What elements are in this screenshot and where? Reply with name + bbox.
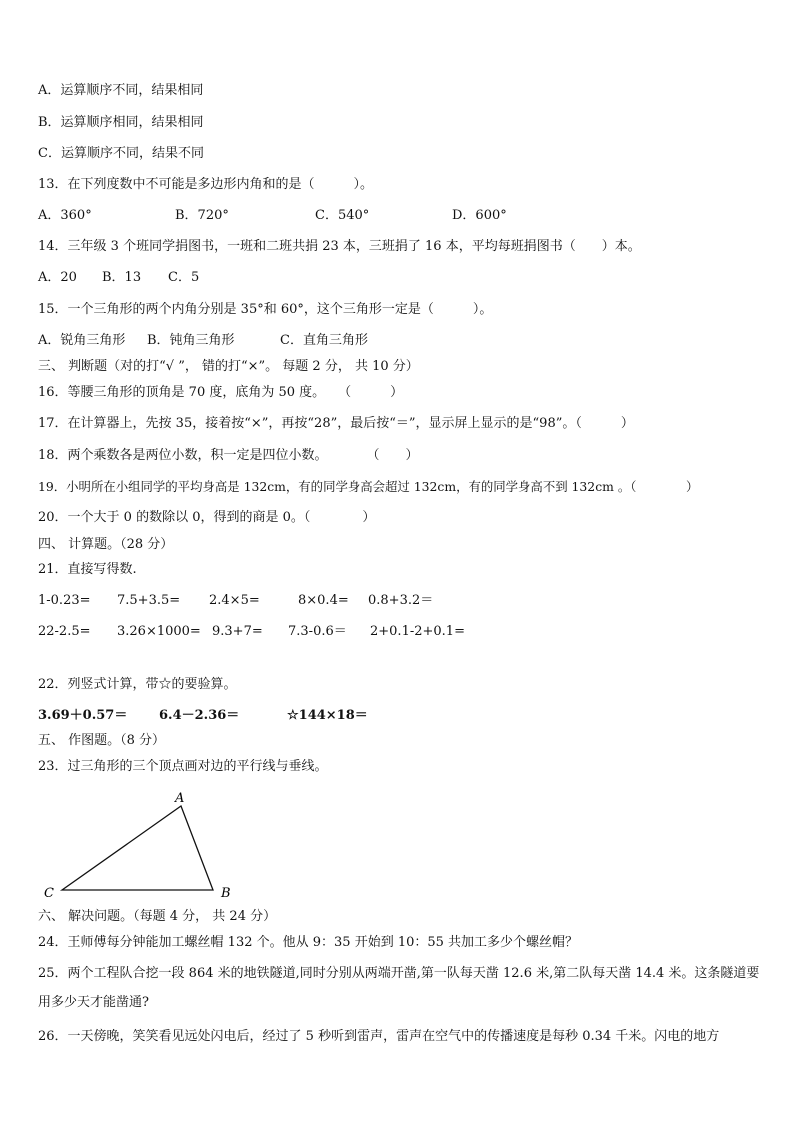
vertex-label-b: B	[221, 886, 231, 901]
q21-item: 2.4×5=	[209, 593, 260, 608]
q17-text: 17．在计算器上，先按 35，接着按“×”，再按“28”，最后按“＝”，显示屏上显示的是“98”。（ ）	[38, 416, 634, 431]
q15-option-c: C．直角三角形	[280, 333, 368, 348]
q12-option-a: A．运算顺序不同，结果相同	[38, 83, 204, 98]
section-6-heading: 六、 解决问题。（每题 4 分， 共 24 分）	[38, 909, 277, 924]
q13-text: 13．在下列度数中不可能是多边形内角和的是（ ）。	[38, 177, 374, 192]
q21-item: 9.3+7=	[212, 624, 263, 639]
q15-option-a: A．锐角三角形	[38, 333, 126, 348]
q13-option-a: A．360°	[38, 208, 92, 223]
q25-text: 25．两个工程队合挖一段 864 米的地铁隧道,同时分别从两端开凿,第一队每天凿 12.6 米,第二队每天凿 14.4 米。这条隧道要用多少天才能凿通?	[38, 966, 760, 1010]
q18-text: 18．两个乘数各是两位小数，积一定是四位小数。 （ ）	[38, 448, 419, 463]
q14-text: 14．三年级 3 个班同学捐图书，一班和二班共捐 23 本，三班捐了 16 本，平均每班捐图书（ ）本。	[38, 239, 641, 254]
q21-title: 21．直接写得数.	[38, 562, 137, 577]
q23-text: 23．过三角形的三个顶点画对边的平行线与垂线。	[38, 759, 328, 774]
q14-option-b: B．13	[102, 270, 142, 285]
vertex-label-c: C	[44, 886, 54, 901]
q21-item: 22-2.5=	[38, 624, 91, 639]
q24-text: 24．王师傅每分钟能加工螺丝帽 132 个。他从 9：35 开始到 10：55 共加工多少个螺丝帽？	[38, 935, 579, 950]
q14-option-c: C．5	[168, 270, 200, 285]
q22-item: 6.4－2.36＝	[159, 708, 240, 723]
q15-option-b: B．钝角三角形	[147, 333, 235, 348]
q20-text: 20．一个大于 0 的数除以 0，得到的商是 0。（ ）	[38, 510, 376, 525]
q15-text: 15．一个三角形的两个内角分别是 35°和 60°，这个三角形一定是（ ）。	[38, 302, 493, 317]
q13-option-d: D．600°	[452, 208, 507, 223]
q16-text: 16．等腰三角形的顶角是 70 度，底角为 50 度。 （ ）	[38, 385, 404, 400]
q21-item: 8×0.4=	[298, 593, 349, 608]
q14-option-a: A．20	[38, 270, 77, 285]
q21-item: 7.5+3.5=	[117, 593, 181, 608]
q26-text: 26．一天傍晚，笑笑看见远处闪电后，经过了 5 秒听到雷声，雷声在空气中的传播速度是每秒 0.34 千米。闪电的地方	[38, 1029, 720, 1044]
section-4-heading: 四、 计算题。（28 分）	[38, 537, 174, 552]
section-5-heading: 五、 作图题。（8 分）	[38, 733, 166, 748]
section-3-heading: 三、 判断题（对的打“√ ”， 错的打“×”。 每题 2 分， 共 10 分）	[38, 359, 419, 374]
q21-item: 0.8+3.2＝	[368, 593, 434, 608]
vertex-label-a: A	[175, 791, 185, 806]
triangle-abc	[62, 806, 213, 890]
q21-item: 7.3-0.6＝	[288, 624, 347, 639]
q22-item: 3.69＋0.57＝	[38, 708, 128, 723]
q12-option-b: B．运算顺序相同，结果相同	[38, 115, 204, 130]
q13-option-b: B．720°	[175, 208, 229, 223]
q22-item: ☆144×18＝	[287, 708, 368, 723]
q13-option-c: C．540°	[315, 208, 370, 223]
q21-item: 2+0.1-2+0.1=	[370, 624, 465, 639]
q12-option-c: C．运算顺序不同，结果不同	[38, 146, 204, 161]
q19-text: 19．小明所在小组同学的平均身高是 132cm，有的同学身高会超过 132cm，有的同学身高不到 132cm 。（ ）	[38, 479, 699, 494]
q21-item: 1-0.23=	[38, 593, 91, 608]
q21-item: 3.26×1000=	[117, 624, 201, 639]
triangle-figure	[38, 785, 248, 905]
q22-title: 22．列竖式计算，带☆的要验算。	[38, 677, 237, 692]
